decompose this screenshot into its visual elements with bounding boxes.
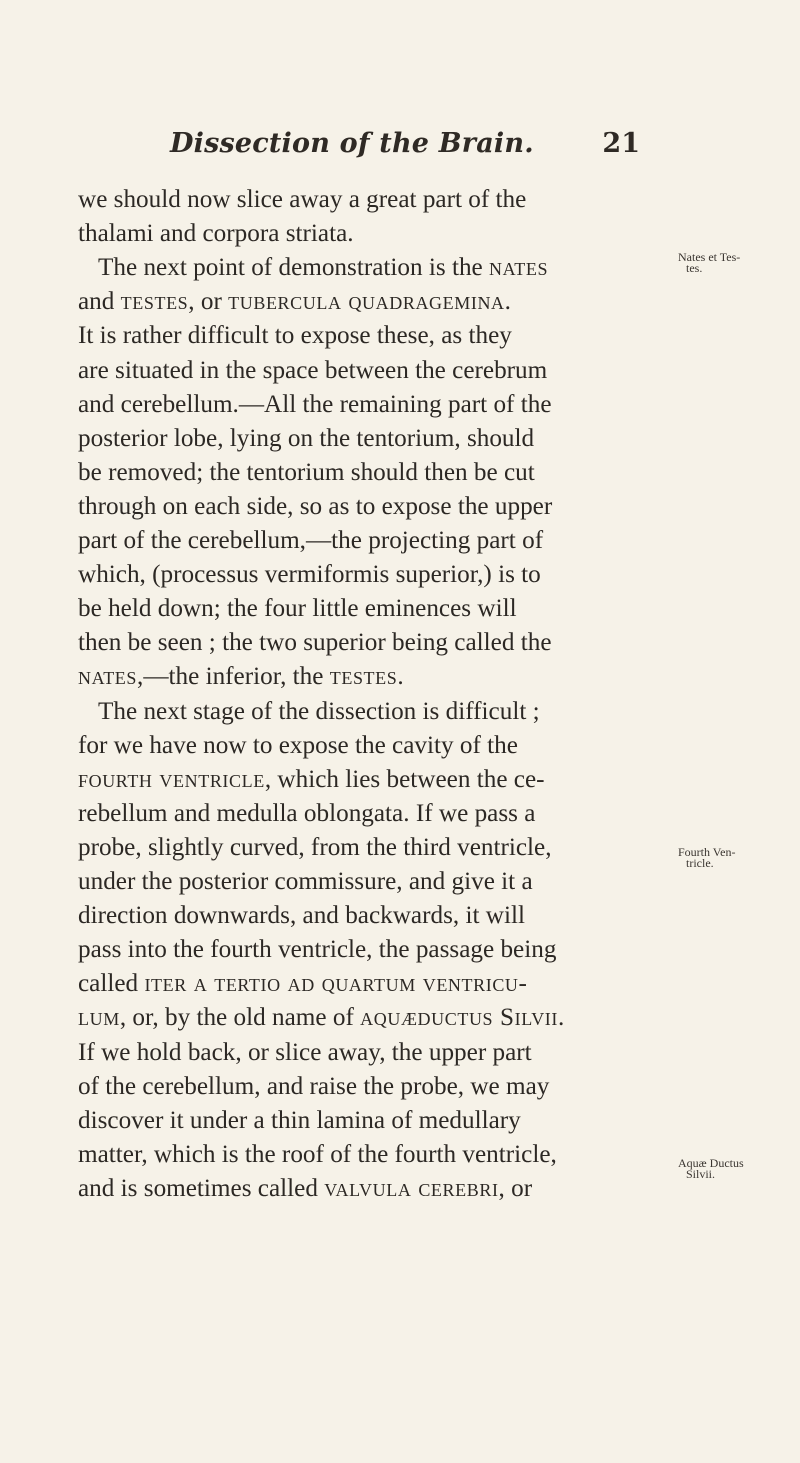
- text-run: ,—the inferior, the: [137, 663, 330, 691]
- small-caps-term: testes: [329, 663, 398, 691]
- text-line: [78, 1138, 557, 1172]
- text-run: we should now slice away a great part of the: [78, 186, 527, 213]
- text-line: [78, 933, 556, 967]
- text-run: part of the cerebellum,—the projecting part of: [78, 527, 544, 554]
- text-line: [78, 899, 525, 933]
- text-run: , or, by the old name of: [119, 1004, 361, 1032]
- small-caps-term: testes: [120, 288, 189, 316]
- text-run: posterior lobe, lying on the tentorium, should: [78, 424, 535, 452]
- text-run: .: [397, 663, 404, 691]
- text-run: which, (processus vermiformis superior,) is to: [78, 561, 541, 589]
- text-line: [78, 1070, 549, 1104]
- text-run: are situated in the space between the cerebrum: [78, 356, 548, 384]
- text-run: and cerebellum.—All the remaining part of the: [78, 390, 552, 418]
- text-line: [78, 797, 535, 831]
- small-caps-term: lum: [78, 1004, 120, 1032]
- text-run: The next stage of the dissection is difficult ;: [98, 697, 540, 725]
- text-run: then be seen ; the two superior being called the: [78, 629, 552, 657]
- text-line: [98, 251, 548, 285]
- small-caps-term: valvula cerebri: [324, 1174, 499, 1202]
- text-run: called: [78, 970, 145, 998]
- text-line: [78, 524, 543, 558]
- text-line: [78, 456, 535, 490]
- margin-note-line: tes.: [686, 261, 703, 275]
- text-run: .: [558, 1004, 565, 1032]
- text-run: .: [504, 288, 511, 316]
- text-run: thalami and corpora striata.: [78, 220, 354, 248]
- text-line: [78, 1172, 532, 1206]
- margin-note: [678, 1158, 744, 1180]
- text-line: [78, 865, 533, 899]
- text-run: and: [78, 288, 121, 316]
- text-run: The next point of demonstration is the: [98, 254, 490, 282]
- small-caps-term: tubercula quadragemina: [228, 288, 505, 316]
- text-line: [78, 422, 534, 456]
- text-run: , or: [188, 288, 229, 316]
- text-run: be removed; the tentorium should then be cut: [78, 458, 535, 486]
- text-run: probe, slightly curved, from the third ventricle,: [78, 833, 552, 861]
- text-run: be held down; the four little eminences will: [78, 595, 517, 623]
- text-run: discover it under a thin lamina of medullary: [78, 1106, 521, 1134]
- small-caps-term: Silvii: [493, 1004, 558, 1032]
- small-caps-term: fourth ventricle: [78, 765, 265, 793]
- text-run: direction downwards, and backwards, it will: [78, 902, 525, 930]
- text-run: , or: [498, 1174, 533, 1202]
- running-header: [170, 128, 640, 172]
- text-line: [78, 490, 552, 524]
- text-run: If we hold back, or slice away, the upper part: [78, 1038, 532, 1066]
- text-run: for we have now to expose the cavity of the: [78, 731, 518, 759]
- margin-note-line: Fourth Ven-: [678, 845, 736, 859]
- margin-note: [678, 847, 735, 869]
- text-line: [78, 967, 528, 1001]
- margin-note-line: tricle.: [686, 856, 714, 870]
- text-line: [78, 354, 547, 388]
- text-run: , which lies between the ce-: [264, 765, 545, 793]
- text-run: matter, which is the roof of the fourth ventricle,: [78, 1140, 557, 1168]
- margin-note-line: Aquæ Ductus: [678, 1156, 744, 1170]
- text-line: [78, 831, 552, 865]
- text-run: under the posterior commissure, and give it a: [78, 868, 533, 895]
- small-caps-term: aquæductus: [360, 1004, 494, 1032]
- small-caps-term: iter a tertio ad quartum ventricu-: [144, 970, 528, 998]
- margin-note-line: Nates et Tes-: [678, 250, 741, 264]
- text-line: [78, 592, 517, 626]
- text-run: and is sometimes called: [78, 1174, 325, 1202]
- text-line: [78, 1036, 532, 1070]
- text-line: [78, 217, 354, 251]
- text-line: [78, 183, 526, 217]
- small-caps-term: nates: [78, 663, 138, 691]
- text-run: rebellum and medulla oblongata. If we pass a: [78, 799, 536, 827]
- running-title: Dissection of the Brain.: [170, 128, 534, 159]
- text-run: It is rather difficult to expose these, as they: [78, 322, 512, 350]
- text-line: [78, 763, 545, 797]
- text-line: [78, 660, 404, 694]
- text-run: of the cerebellum, and raise the probe, we may: [78, 1072, 550, 1100]
- text-line: [78, 558, 541, 592]
- text-line: [78, 285, 511, 319]
- text-line: [78, 626, 552, 660]
- page-number: 21: [602, 128, 640, 159]
- small-caps-term: nates: [489, 254, 549, 282]
- text-line: [98, 695, 540, 729]
- text-line: [78, 1104, 521, 1138]
- text-line: [78, 1001, 564, 1035]
- text-run: pass into the fourth ventricle, the passage being: [78, 936, 557, 964]
- text-line: [78, 388, 552, 422]
- text-run: through on each side, so as to expose the upper: [78, 492, 553, 520]
- margin-note-line: Silvii.: [686, 1167, 716, 1181]
- margin-note: [678, 252, 740, 274]
- text-line: [78, 729, 518, 763]
- text-line: [78, 319, 512, 353]
